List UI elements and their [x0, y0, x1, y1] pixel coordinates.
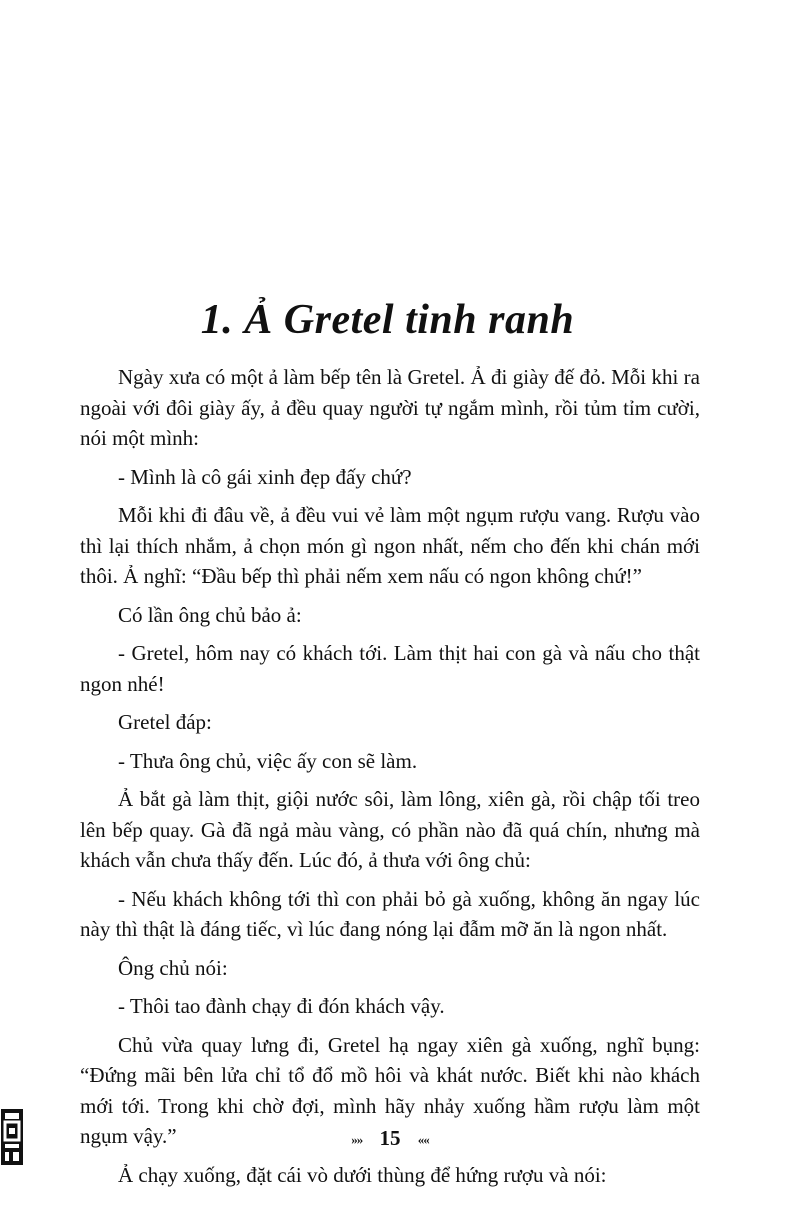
chapter-title: 1. Ả Gretel tinh ranh — [200, 297, 575, 344]
paragraph: - Nếu khách không tới thì con phải bỏ gà xuống, không ăn ngay lúc này thì thật là đáng tiếc, vì lúc đang nóng lại đẫm mỡ ăn là ngon nhất. — [80, 886, 700, 941]
paragraph: Ả chạy xuống, đặt cái vò dưới thùng để hứng rượu và nói: — [118, 1162, 607, 1187]
page-footer — [0, 1126, 780, 1151]
paragraph: - Thưa ông chủ, việc ấy con sẽ làm. — [118, 748, 418, 773]
publisher-logo-icon — [0, 1108, 24, 1166]
paragraph: Ả bắt gà làm thịt, giội nước sôi, làm lông, xiên gà, rồi chập tối treo lên bếp quay. Gà đã ngả màu vàng, có phần nào đã quá chín, nhưng mà khách vẫn chưa thấy đến. Lúc đó, ả thưa với ông chủ: — [80, 787, 700, 872]
right-ornament: «« — [417, 1132, 429, 1148]
paragraph: Chủ vừa quay lưng đi, Gretel hạ ngay xiên gà xuống, nghĩ bụng: “Đứng mãi bên lửa chỉ tổ đổ mồ hôi và khát nước. Biết khi nào khách mới tới. Trong khi chờ đợi, mình hãy nhảy xuống hầm rượu làm một ngụm vậy.” — [80, 1032, 700, 1148]
paragraph: Gretel đáp: — [118, 710, 212, 734]
paragraph: - Gretel, hôm nay có khách tới. Làm thịt hai con gà và nấu cho thật ngon nhé! — [80, 641, 700, 696]
paragraph: Có lần ông chủ bảo ả: — [118, 602, 302, 627]
paragraph: - Thôi tao đành chạy đi đón khách vậy. — [118, 994, 445, 1018]
page-number: 15 — [379, 1126, 401, 1150]
paragraph: Mỗi khi đi đâu về, ả đều vui vẻ làm một ngụm rượu vang. Rượu vào thì lại thích nhắm, ả chọn món gì ngon nhất, nếm cho đến khi chán mới thôi. Ả nghĩ: “Đầu bếp thì phải nếm xem nấu có ngon không chứ!” — [80, 503, 700, 588]
left-ornament: »» — [351, 1132, 363, 1148]
paragraph: Ông chủ nói: — [118, 955, 228, 980]
paragraph: - Mình là cô gái xinh đẹp đấy chứ? — [118, 464, 412, 489]
story-body — [80, 362, 700, 1198]
paragraph: Ngày xưa có một ả làm bếp tên là Gretel. Ả đi giày đế đỏ. Mỗi khi ra ngoài với đôi giày ấy, ả đều quay người tự ngắm mình, rồi tủm tỉm cười, nói một mình: — [80, 365, 700, 450]
